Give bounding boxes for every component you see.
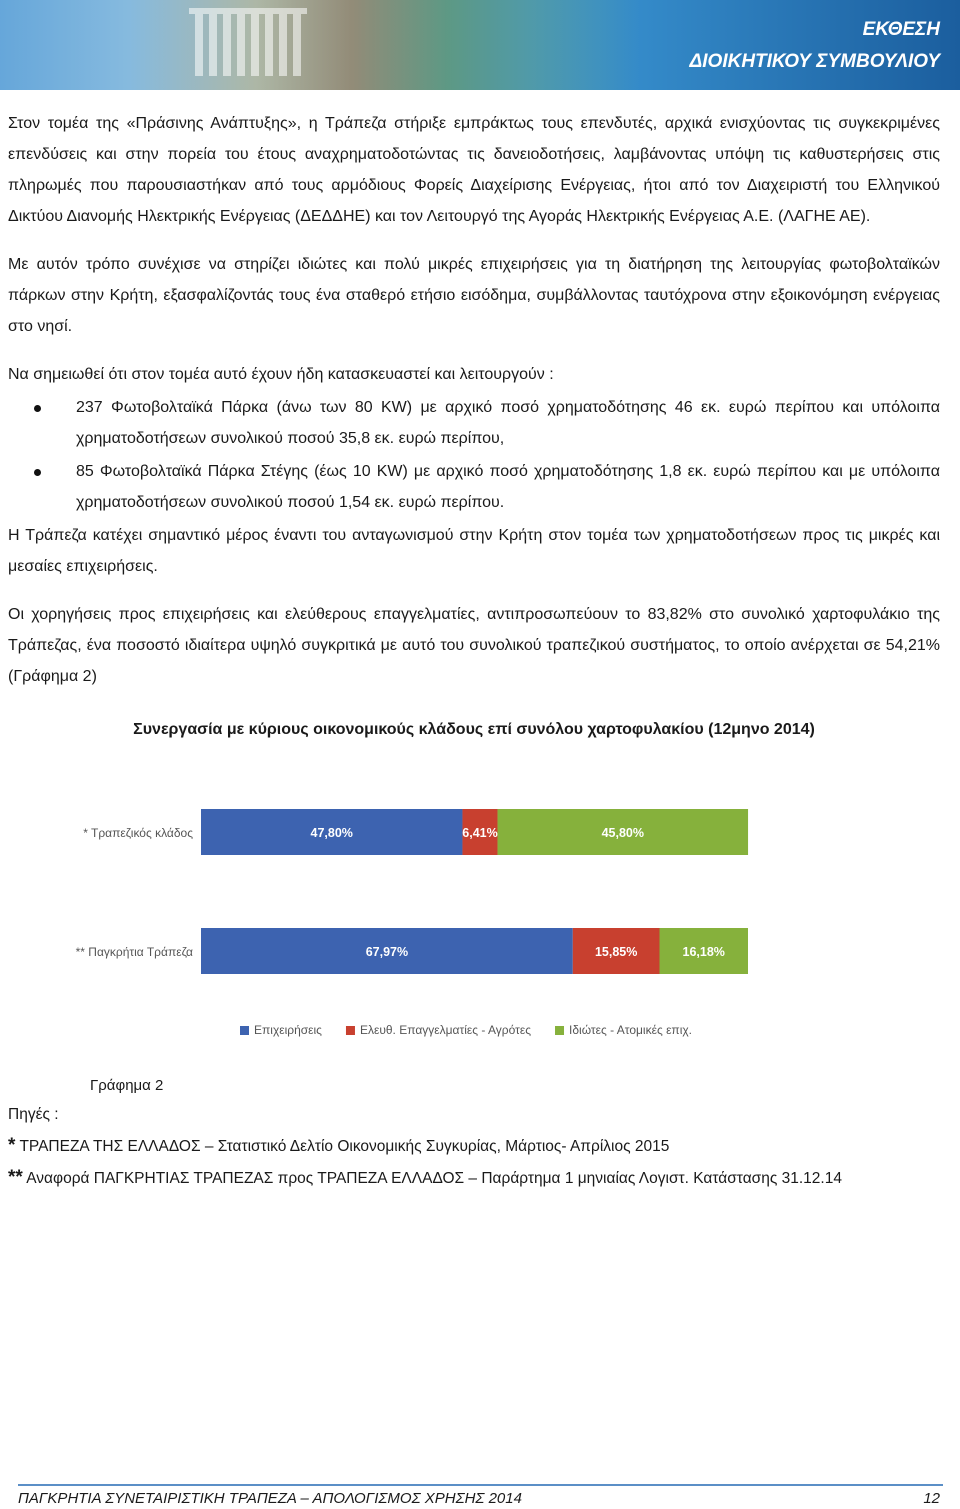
chart-caption: Γράφημα 2 — [90, 1077, 164, 1094]
footer-divider — [18, 1484, 943, 1486]
data-label: 45,80% — [601, 826, 644, 840]
page-header — [0, 0, 960, 90]
main-content — [8, 108, 940, 1194]
list-item: 85 Φωτοβολταϊκά Πάρκα Στέγης (έως 10 KW) με αρχικό ποσό χρηματοδότησης 1,8 εκ. ευρώ περίπου και με υπόλοιπα χρηματοδοτήσεων συνολικού ποσού 1,54 εκ. ευρώ περίπου. — [8, 456, 940, 518]
legend-swatch — [555, 1026, 564, 1035]
paragraph-photovoltaic-support: Με αυτόν τρόπο συνέχισε να στηρίζει ιδιώτες και πολύ μικρές επιχειρήσεις για τη διατήρηση της λειτουργίας φωτοβολταϊκών πάρκων στην Κρήτη, εξασφαλίζοντάς τους ένα σταθερό ετήσιο εισόδημα, συμβάλλοντας ταυτόχρονα στην εξοικονόμηση ενέργειας στο νησί. — [8, 256, 940, 335]
data-label: 47,80% — [310, 826, 353, 840]
source-item-2: ** Αναφορά ΠΑΓΚΡΗΤΙΑΣ ΤΡΑΠΕΖΑΣ προς ΤΡΑΠΕΖΑ ΕΛΛΑΔΟΣ – Παράρτημα 1 μηνιαίας Λογιστ. Κατάστασης 31.12.14 — [8, 1167, 842, 1188]
bullet-icon — [34, 405, 41, 412]
chart-title: Συνεργασία με κύριους οικονομικούς κλάδους επί συνόλου χαρτοφυλακίου (12μηνο 2014) — [133, 721, 815, 738]
paragraph-market-position: Η Τράπεζα κατέχει σημαντικό μέρος έναντι του ανταγωνισμού στην Κρήτη στον τομέα των χρηματοδοτήσεων προς τις μικρές και μεσαίες επιχειρήσεις. — [8, 527, 940, 575]
legend-label: Ελευθ. Επαγγελματίες - Αγρότες — [359, 1023, 532, 1037]
data-label: 15,85% — [594, 945, 638, 959]
report-title-line1: ΕΚΘΕΣΗ — [862, 19, 940, 40]
report-title — [690, 14, 940, 78]
paragraph-note: Να σημειωθεί ότι στον τομέα αυτό έχουν ήδη κατασκευαστεί και λειτουργούν : — [8, 366, 554, 383]
category-label: ** Παγκρήτια Τράπεζα — [75, 945, 193, 959]
footer-text: ΠΑΓΚΡΗΤΙΑ ΣΥΝΕΤΑΙΡΙΣΤΙΚΗ ΤΡΑΠΕΖΑ – ΑΠΟΛΟΓΙΣΜΟΣ ΧΡΗΣΗΣ 2014 — [18, 1490, 522, 1507]
report-title-line2: ΔΙΟΙΚΗΤΙΚΟΥ ΣΥΜΒΟΥΛΙΟΥ — [689, 51, 940, 72]
list-item: 237 Φωτοβολταϊκά Πάρκα (άνω των 80 KW) με αρχικό ποσό χρηματοδότησης 46 εκ. ευρώ περίπου και υπόλοιπα χρηματοδοτήσεων συνολικού ποσού 35,8 εκ. ευρώ περίπου, — [8, 392, 940, 454]
bullet-icon — [34, 469, 41, 476]
data-label: 67,97% — [365, 945, 409, 959]
source-item-1: * ΤΡΑΠΕΖΑ ΤΗΣ ΕΛΛΑΔΟΣ – Στατιστικό Δελτίο Οικονομικής Συγκυρίας, Μάρτιος- Απρίλιος 2015 — [8, 1135, 670, 1156]
category-label: * Τραπεζικός κλάδος — [83, 826, 193, 840]
bank-logo — [185, 6, 335, 84]
legend-swatch — [240, 1026, 249, 1035]
stacked-bar-chart — [8, 745, 940, 1073]
legend-label: Επιχειρήσεις — [254, 1023, 322, 1037]
data-label: 16,18% — [682, 945, 725, 959]
legend-label: Ιδιώτες - Ατομικές επιχ. — [569, 1023, 692, 1037]
legend-swatch — [346, 1026, 355, 1035]
chart-svg — [8, 745, 940, 1073]
sources-label: Πηγές : — [8, 1106, 59, 1123]
page-number: 12 — [923, 1490, 940, 1507]
paragraph-green-growth: Στον τομέα της «Πράσινης Ανάπτυξης», η Τράπεζα στήριξε εμπράκτως τους επενδυτές, αρχικά ενισχύοντας τις συγκεκριμένες επενδύσεις και στην πορεία του έτους αναχρηματοδοτώντας τις δανειοδοτήσεις, λαμβάνοντας υπόψη τις καθυστερήσεις στις πληρωμές που παρουσιαστήκαν από τους αρμόδιους Φορείς Διαχείρισης Ενέργειας, ήτοι από τον Διαχειριστή του Ελληνικού Δικτύου Διανομής Ηλεκτρικής Ενέργειας (ΔΕΔΔΗΕ) και τον Λειτουργό της Αγοράς Ηλεκτρικής Ενέργειας Α.Ε. (ΛΑΓΗΕ ΑΕ). — [8, 115, 940, 225]
paragraph-loans-share: Οι χορηγήσεις προς επιχειρήσεις και ελεύθερους επαγγελματίες, αντιπροσωπεύουν το 83,82% στο συνολικό χαρτοφυλάκιο της Τράπεζας, ένα ποσοστό ιδιαίτερα υψηλό συγκριτικά με αυτό του συνολικού τραπεζικού συστήματος, το οποίο ανέρχεται σε 54,21% (Γράφημα 2) — [8, 606, 940, 685]
bullet-list — [8, 392, 940, 518]
data-label: 6,41% — [462, 826, 498, 840]
